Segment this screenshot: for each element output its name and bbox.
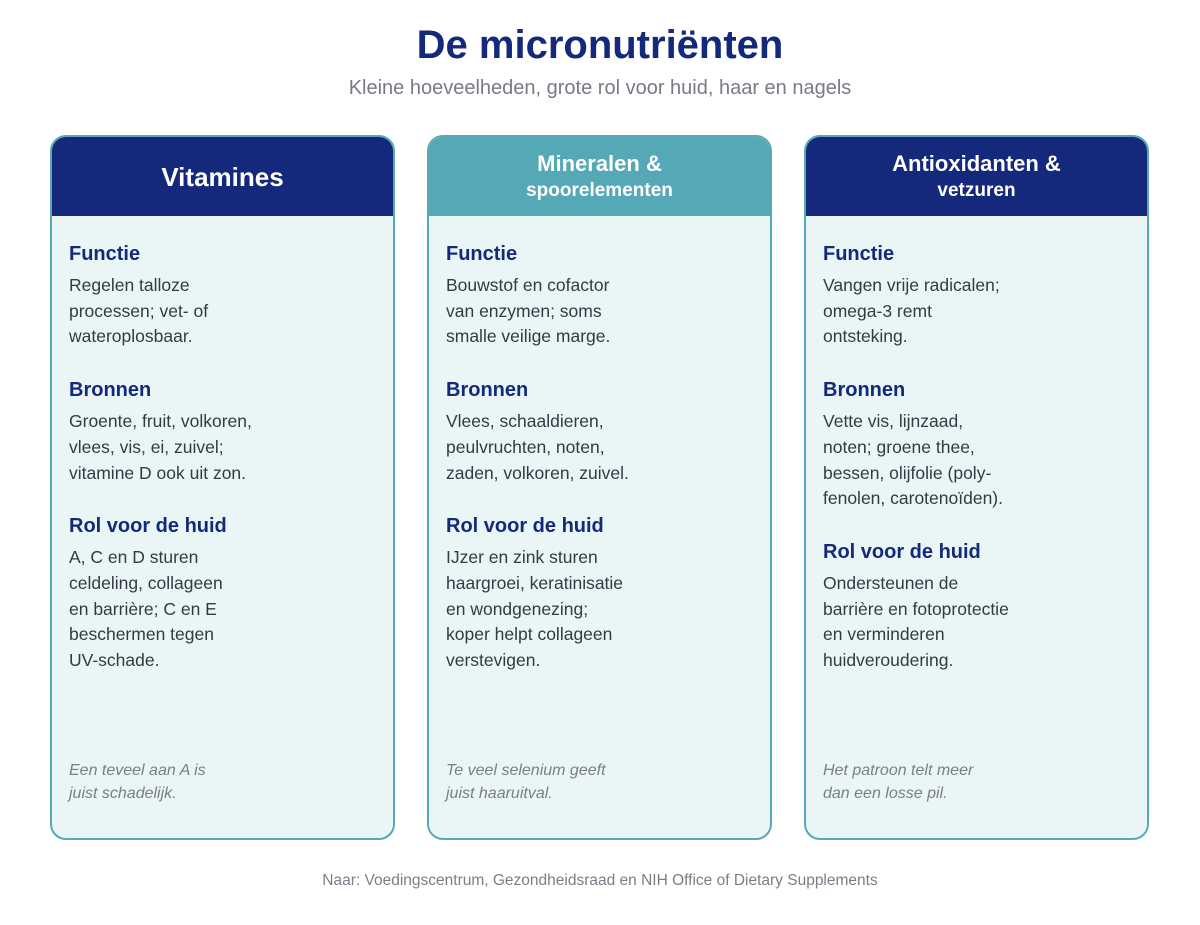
card-body	[69, 241, 379, 701]
text-line: omega-3 remt	[823, 300, 932, 321]
section-text-functie	[446, 273, 756, 350]
card-note	[823, 759, 1133, 805]
card-body	[446, 241, 756, 701]
note-line: juist haaruitval.	[446, 785, 553, 802]
section-text-rol-huid	[446, 545, 756, 674]
text-line: en barrière; C en E	[69, 598, 217, 619]
card-header	[806, 137, 1147, 216]
text-line: haargroei, keratinisatie	[446, 572, 624, 593]
section-title-rol-huid: Rol voor de huid	[823, 540, 981, 563]
card-title: Mineralen &	[537, 151, 662, 176]
text-line: processen; vet- of	[69, 300, 209, 321]
text-line: beschermen tegen	[69, 624, 214, 645]
section-text-bronnen	[823, 409, 1133, 512]
text-line: UV-schade.	[69, 650, 160, 671]
text-line: koper helpt collageen	[446, 624, 613, 645]
text-line: celdeling, collageen	[69, 572, 223, 593]
section-text-rol-huid	[823, 571, 1133, 674]
card-vitamines	[50, 135, 395, 840]
text-line: bessen, olijfolie (poly-	[823, 462, 992, 483]
card-mineralen	[427, 135, 772, 840]
text-line: verstevigen.	[446, 650, 541, 671]
source-footer: Naar: Voedingscentrum, Gezondheidsraad en NIH Office of Dietary Supplements	[322, 872, 878, 889]
text-line: vlees, vis, ei, zuivel;	[69, 436, 224, 457]
text-line: A, C en D sturen	[69, 547, 199, 568]
note-line: Het patroon telt meer	[823, 762, 974, 779]
section-title-bronnen: Bronnen	[823, 379, 906, 402]
note-line: Te veel selenium geeft	[446, 762, 606, 779]
page-title: De micronutriënten	[416, 23, 784, 67]
text-line: IJzer en zink sturen	[446, 547, 598, 568]
text-line: Vette vis, lijnzaad,	[823, 411, 964, 432]
section-title-rol-huid: Rol voor de huid	[69, 515, 227, 538]
text-line: en wondgenezing;	[446, 598, 589, 619]
text-line: huidveroudering.	[823, 650, 954, 671]
text-line: vitamine D ook uit zon.	[69, 462, 247, 483]
text-line: barrière en fotoprotectie	[823, 598, 1009, 619]
text-line: Ondersteunen de	[823, 572, 959, 593]
text-line: Vlees, schaaldieren,	[446, 411, 604, 432]
section-text-rol-huid	[69, 545, 379, 674]
text-line: zaden, volkoren, zuivel.	[446, 462, 629, 483]
section-text-bronnen	[69, 409, 379, 486]
card-title-line2: spoorelementen	[526, 180, 673, 201]
section-title-functie: Functie	[446, 243, 518, 265]
note-line: dan een losse pil.	[823, 785, 948, 802]
text-line: en verminderen	[823, 624, 945, 645]
section-text-functie	[69, 273, 379, 350]
section-title-rol-huid: Rol voor de huid	[446, 515, 604, 538]
section-text-functie	[823, 273, 1133, 350]
text-line: peulvruchten, noten,	[446, 436, 605, 457]
card-note	[446, 759, 756, 805]
card-header	[52, 137, 393, 216]
card-header	[429, 137, 770, 216]
card-title-line2: vetzuren	[937, 180, 1016, 201]
card-body	[823, 241, 1133, 701]
text-line: wateroplosbaar.	[69, 326, 193, 347]
card-note	[69, 759, 379, 805]
card-title: Antioxidanten &	[892, 151, 1061, 176]
text-line: fenolen, carotenoïden).	[823, 488, 1003, 509]
text-line: Vangen vrije radicalen;	[823, 275, 1000, 295]
section-title-bronnen: Bronnen	[69, 379, 152, 402]
text-line: Bouwstof en cofactor	[446, 275, 610, 295]
text-line: ontsteking.	[823, 326, 908, 347]
section-title-functie: Functie	[823, 243, 895, 265]
text-line: van enzymen; soms	[446, 300, 602, 321]
card-title: Vitamines	[161, 161, 284, 192]
note-line: Een teveel aan A is	[69, 762, 206, 779]
note-line: juist schadelijk.	[69, 785, 177, 802]
text-line: Groente, fruit, volkoren,	[69, 411, 252, 432]
text-line: smalle veilige marge.	[446, 326, 611, 347]
text-line: Regelen talloze	[69, 275, 190, 295]
section-title-functie: Functie	[69, 243, 141, 265]
section-title-bronnen: Bronnen	[446, 379, 529, 402]
page-subtitle: Kleine hoeveelheden, grote rol voor huid, haar en nagels	[348, 77, 852, 99]
text-line: noten; groene thee,	[823, 436, 975, 457]
section-text-bronnen	[446, 409, 756, 486]
card-antioxidanten	[804, 135, 1149, 840]
